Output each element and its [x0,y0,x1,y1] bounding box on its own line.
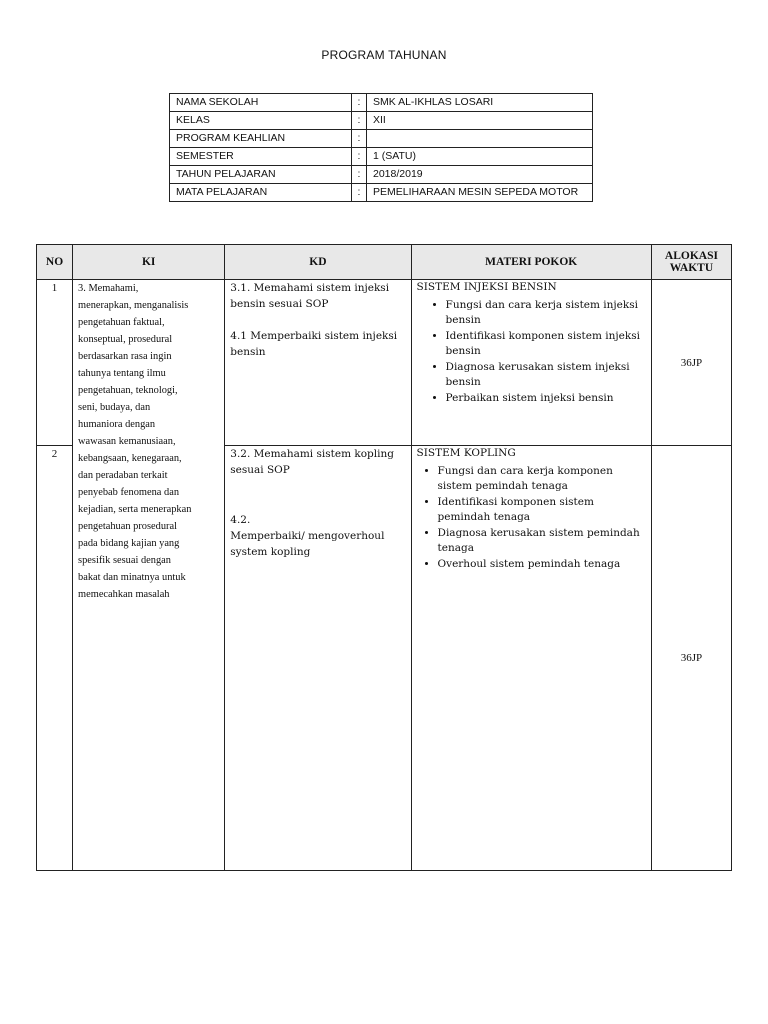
row-number: 2 [37,446,73,871]
info-colon: : [352,112,367,130]
info-label: NAMA SEKOLAH [170,94,352,112]
list-item: • Diagnosa kerusakan sistem injeksi bensin [446,360,646,391]
ki-line: seni, budaya, dan [78,402,151,413]
info-colon: : [352,166,367,184]
header-no: NO [37,245,73,280]
kd-knowledge: 3.1. Memahami sistem injeksi bensin sesuai SOP [230,282,390,310]
info-colon: : [352,184,367,202]
info-value: SMK AL-IKHLAS LOSARI [367,94,593,112]
alokasi-cell: 36JP [651,280,731,446]
materi-list [417,298,646,407]
row-number: 1 [37,280,73,446]
info-value: 1 (SATU) [367,148,593,166]
info-colon: : [352,148,367,166]
ki-line: tahunya tentang ilmu [78,368,166,379]
materi-cell [411,280,651,446]
kd-skill: Memperbaiki/ mengoverhoul system kopling [230,530,385,558]
materi-cell [411,446,651,871]
alokasi-cell: 36JP [651,446,731,871]
header-kd: KD [225,245,411,280]
kd-skill-number: 4.2. [230,514,251,526]
kd-cell [225,446,411,871]
table-header-row [37,245,732,280]
ki-line: kejadian, serta menerapkan [78,504,192,515]
ki-line: spesifik sesuai dengan [78,555,171,566]
ki-line: pengetahuan, teknologi, [78,385,178,396]
info-row-program-keahlian [170,130,593,148]
info-label: SEMESTER [170,148,352,166]
ki-line: konseptual, prosedural [78,334,173,345]
list-item: • Fungsi dan cara kerja sistem injeksi bensin [446,298,646,329]
info-label: KELAS [170,112,352,130]
ki-cell [73,280,225,600]
info-label: MATA PELAJARAN [170,184,352,202]
kd-cell [225,280,411,446]
info-label: TAHUN PELAJARAN [170,166,352,184]
info-value: XII [367,112,593,130]
materi-title: SISTEM INJEKSI BENSIN [416,281,557,293]
info-row-nama-sekolah [170,94,593,112]
school-info-table [169,93,593,202]
ki-line: humaniora dengan [78,419,156,430]
info-value: PEMELIHARAAN MESIN SEPEDA MOTOR [367,184,593,202]
ki-line: wawasan kemanusiaan, [78,436,176,447]
kd-skill: 4.1 Memperbaiki sistem injeksi bensin [230,330,398,358]
ki-line: 3. Memahami, [78,283,139,294]
info-row-mata-pelajaran [170,184,593,202]
ki-line: berdasarkan rasa ingin [78,351,172,362]
ki-line: penyebab fenomena dan [78,487,180,498]
info-value: 2018/2019 [367,166,593,184]
kd-knowledge: 3.2. Memahami sistem kopling sesuai SOP [230,448,394,476]
ki-text [78,280,221,603]
list-item: • Identifikasi komponen sistem pemindah tenaga [438,495,646,526]
ki-line: dan peradaban terkait [78,470,168,481]
header-materi-pokok: MATERI POKOK [411,245,651,280]
info-label: PROGRAM KEAHLIAN [170,130,352,148]
info-value [367,130,593,148]
table-row [37,280,732,446]
ki-line: pada bidang kajian yang [78,538,180,549]
ki-line: bakat dan minatnya untuk [78,572,186,583]
ki-line: memecahkan masalah [78,589,170,600]
list-item: • Perbaikan sistem injeksi bensin [446,391,646,407]
header-alokasi-waktu: ALOKASI WAKTU [651,245,731,280]
list-item: • Fungsi dan cara kerja komponen sistem pemindah tenaga [438,464,646,495]
list-item: • Overhoul sistem pemindah tenaga [438,557,646,573]
info-row-semester [170,148,593,166]
ki-line: kebangsaan, kenegaraan, [78,453,182,464]
info-row-tahun-pelajaran [170,166,593,184]
materi-list [417,464,646,573]
list-item: • Diagnosa kerusakan sistem pemindah tenaga [438,526,646,557]
info-row-kelas [170,112,593,130]
ki-line: menerapkan, menganalisis [78,300,189,311]
header-ki: KI [73,245,225,280]
program-table [36,244,732,871]
page-title: PROGRAM TAHUNAN [321,48,447,62]
ki-line: pengetahuan prosedural [78,521,178,532]
info-colon: : [352,130,367,148]
info-colon: : [352,94,367,112]
list-item: • Identifikasi komponen sistem injeksi bensin [446,329,646,360]
materi-title: SISTEM KOPLING [416,447,516,459]
ki-line: pengetahuan faktual, [78,317,165,328]
